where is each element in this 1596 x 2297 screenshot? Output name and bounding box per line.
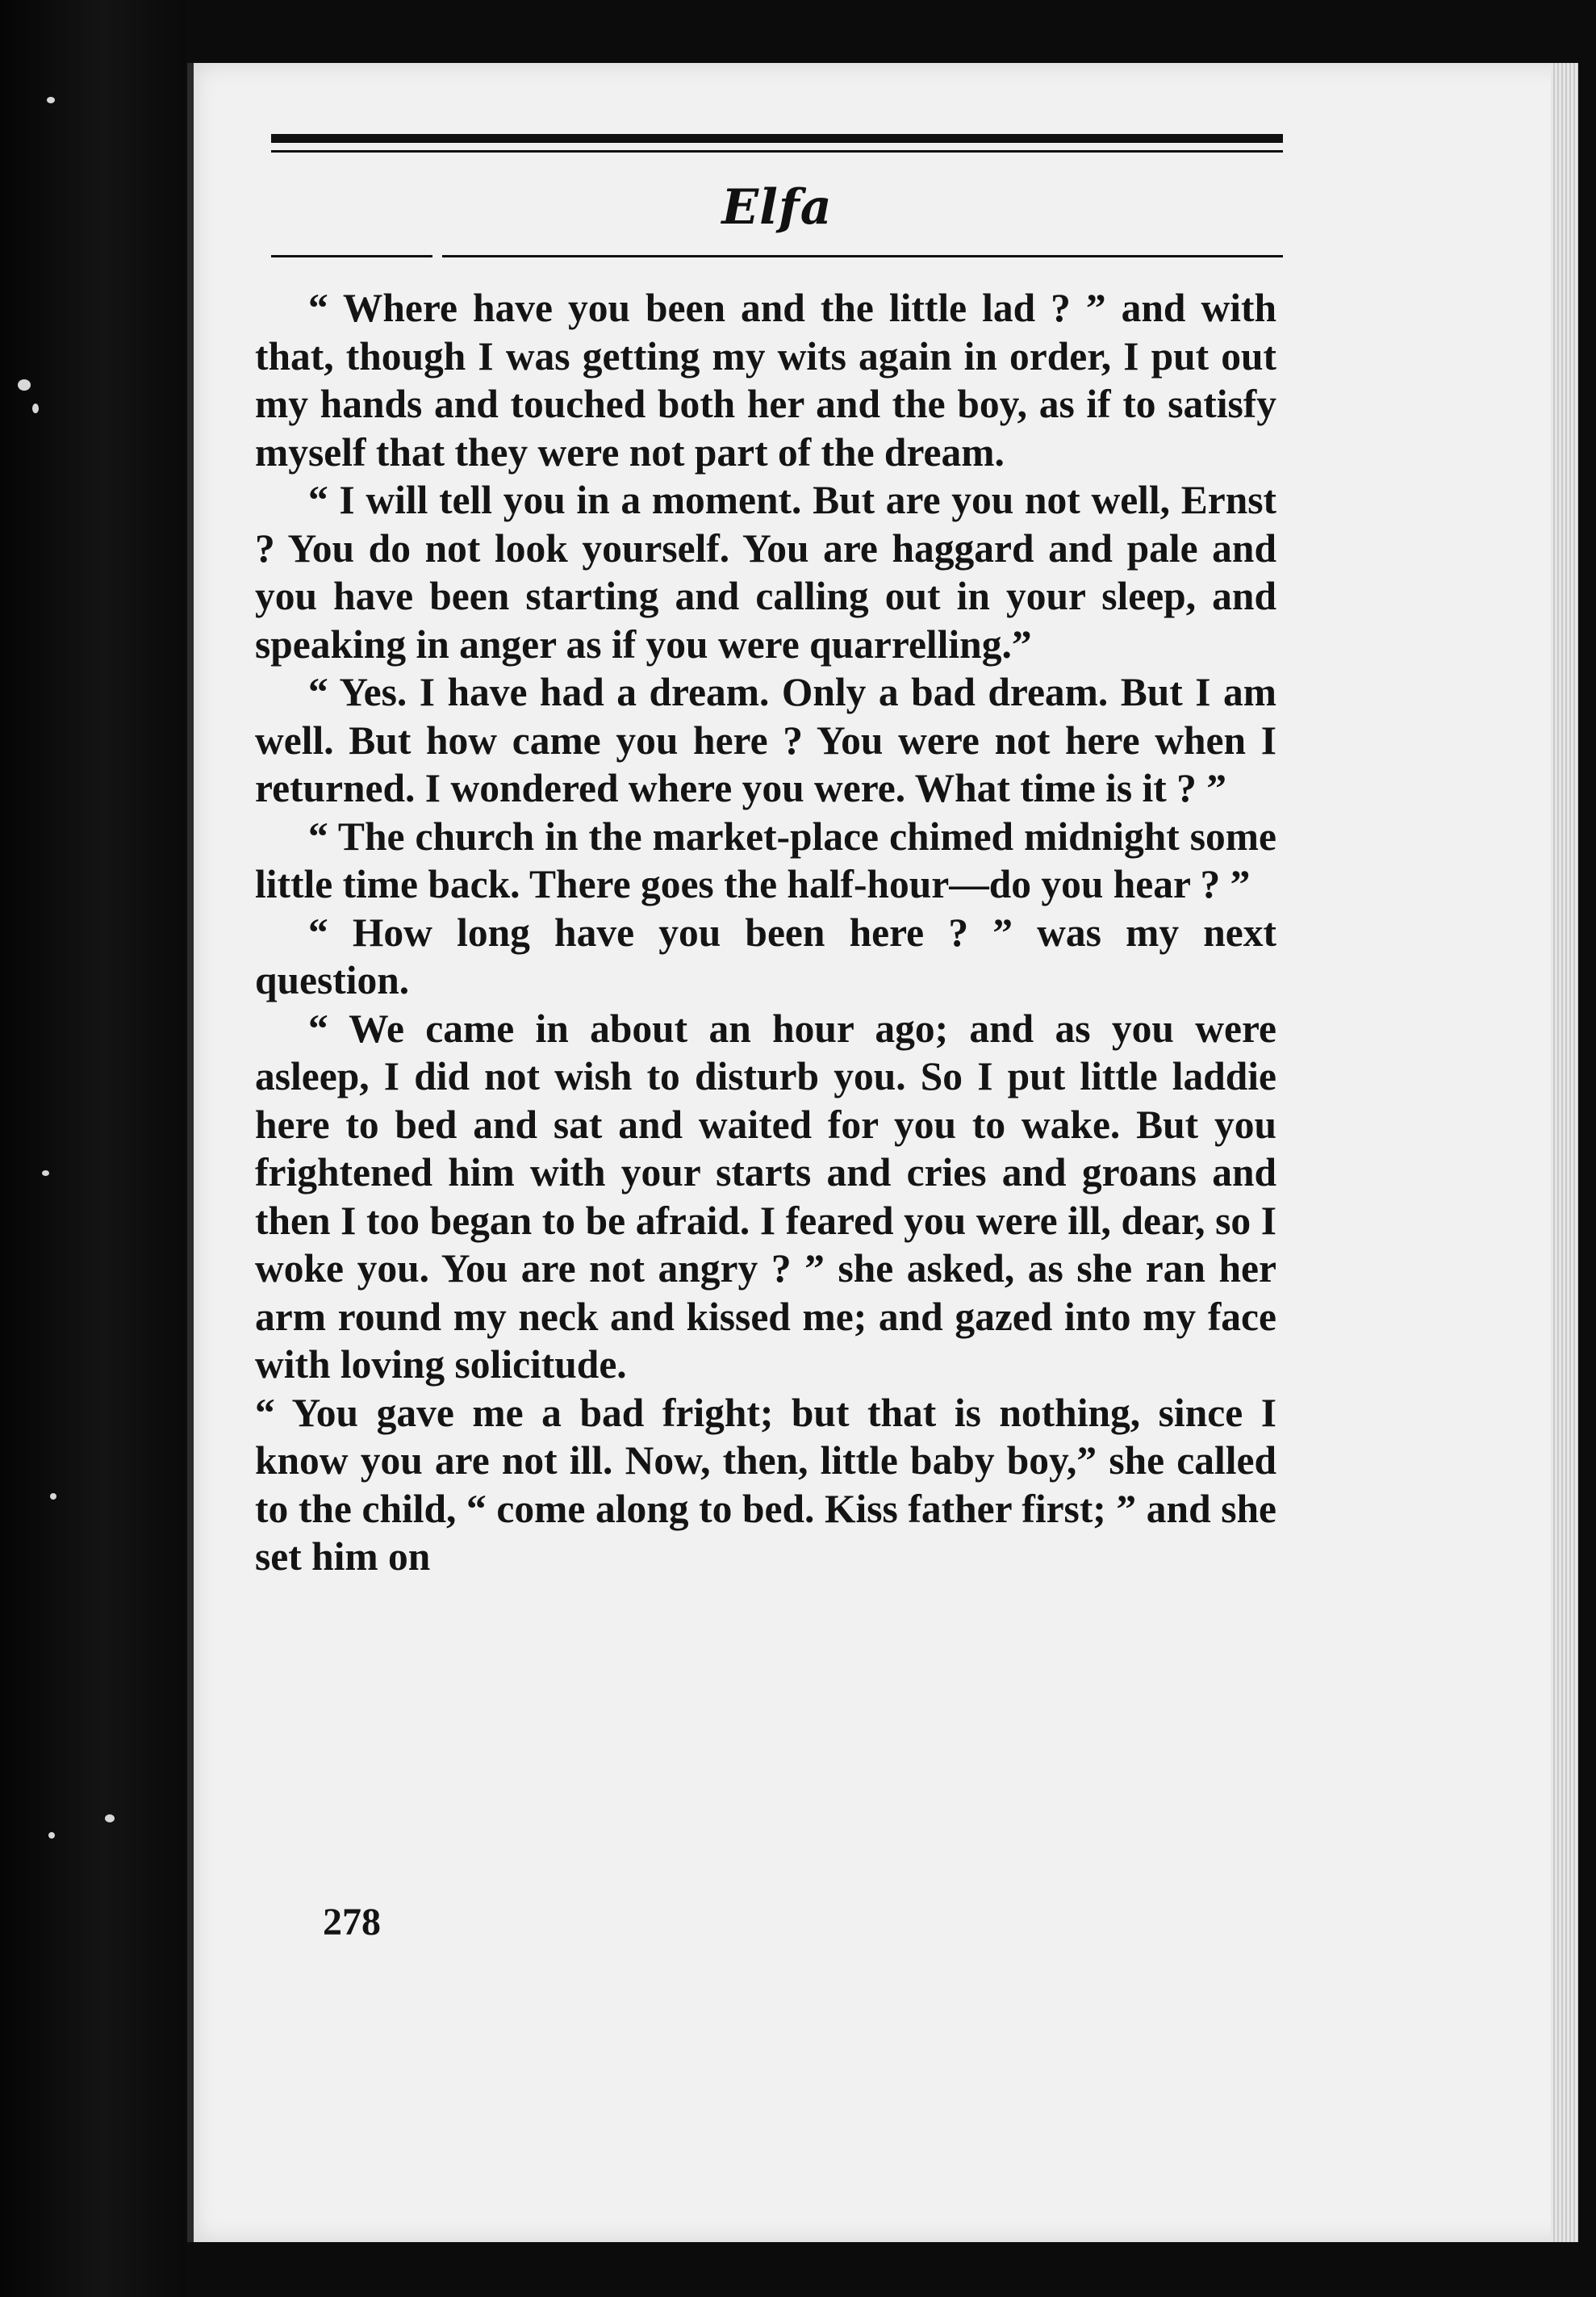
body-text	[255, 284, 1276, 1581]
dust-speck	[47, 97, 55, 103]
header-thin-rule	[271, 150, 1283, 153]
header-underline-right	[442, 255, 1283, 257]
dust-speck	[42, 1170, 49, 1176]
dust-speck	[18, 379, 31, 391]
paragraph: “ We came in about an hour ago; and as you were asleep, I did not wish to disturb you. So I put little laddie here to bed and sat and waited for you to wake. But you frightened him with your starts and cries and groans and then I too began to be afraid. I feared you were ill, dear, so I woke you. You are not angry ? ” she asked, as she ran her arm round my neck and kissed me; and gazed into my face with loving solicitude.	[255, 1006, 1276, 1387]
page-edge	[1551, 63, 1578, 2242]
paragraph: “ How long have you been here ? ” was my next question.	[255, 910, 1276, 1002]
page-number: 278	[323, 1901, 381, 1943]
paragraph: “ Where have you been and the little lad ? ” and with that, though I was getting my wits again in order, I put out my hands and touched both her and the boy, as if to satisfy myself that they were not part of the dream.	[255, 286, 1276, 475]
dust-speck	[32, 404, 39, 413]
paragraph: “ I will tell you in a moment. But are you not well, Ernst ? You do not look yourself. You are haggard and pale and you have been starting and calling out in your sleep, and speaking in anger as if you were quarrelling.”	[255, 478, 1276, 667]
running-head-title: Elfa	[721, 179, 833, 236]
dust-speck	[105, 1814, 115, 1822]
header-thick-rule	[271, 134, 1283, 143]
paragraph: “ Yes. I have had a dream. Only a bad dream. But I am well. But how came you here ? You were not here when I returned. I wondered where you were. What time is it ? ”	[255, 670, 1276, 810]
paragraph: “ You gave me a bad fright; but that is nothing, since I know you are not ill. Now, then, little baby boy,” she called to the child, “ come along to bed. Kiss father first; ” and she set him on	[255, 1390, 1276, 1579]
paragraph: “ The church in the market-place chimed midnight some little time back. There goes the half-hour—do you hear ? ”	[255, 814, 1276, 906]
book-spine-shadow	[0, 0, 186, 2297]
dust-speck	[50, 1493, 56, 1500]
header-underline-left	[271, 255, 432, 257]
dust-speck	[48, 1832, 55, 1839]
